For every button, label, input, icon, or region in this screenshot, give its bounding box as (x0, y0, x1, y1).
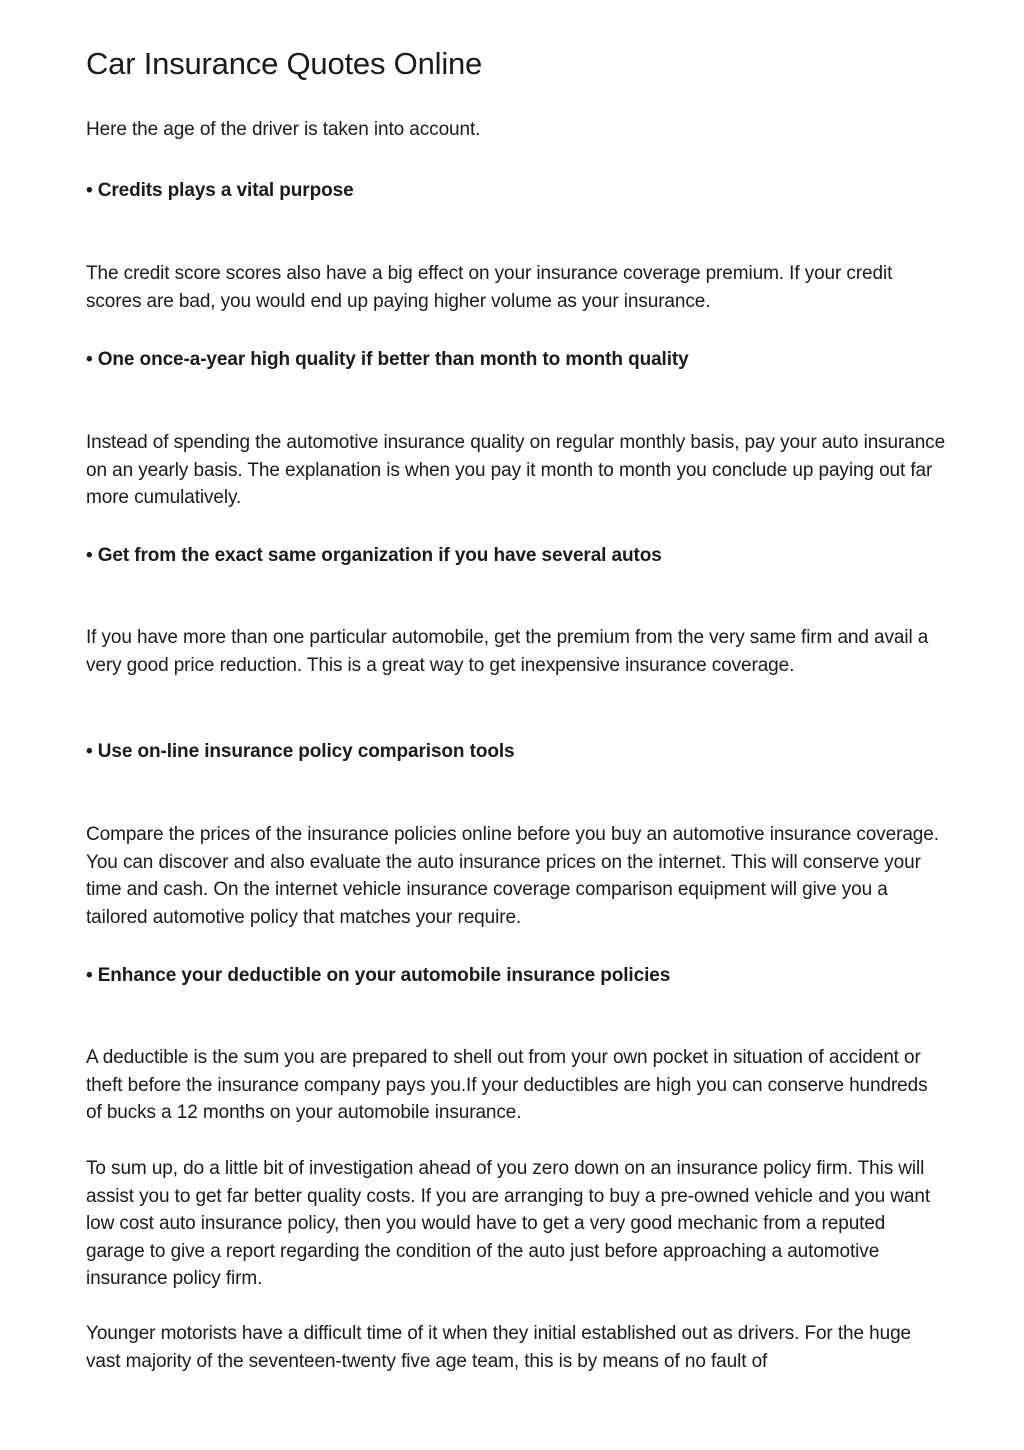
section-paragraph: If you have more than one particular automobile, get the premium from the very same firm and avail a very good price reduction. This is a great way to get inexpensive insurance coverage. (86, 627, 929, 676)
section-heading: • One once-a-year high quality if better than month to month quality (86, 349, 689, 370)
section-paragraph: The credit score scores also have a big effect on your insurance coverage premium. If your credit scores are bad, you would end up paying higher volume as your insurance. (86, 263, 893, 312)
closing-paragraph: Younger motorists have a difficult time of it when they initial established out as drivers. For the huge vast majority of the seventeen-twenty five age team, this is by means of no fault of (86, 1323, 911, 1372)
section-paragraph: Instead of spending the automotive insurance quality on regular monthly basis, pay your auto insurance on an yearly basis. The explanation is when you pay it month to month you conclude up paying out far more cumulatively. (86, 432, 946, 509)
closing-paragraph: To sum up, do a little bit of investigation ahead of you zero down on an insurance policy firm. This will assist you to get far better quality costs. If you are arranging to buy a pre-owned vehicle and you want low cost auto insurance policy, then you would have to get a very good mechanic from a reputed garage to give a report regarding the condition of the auto just before approaching a automotive insurance policy firm. (86, 1158, 931, 1290)
page-title: Car Insurance Quotes Online (86, 46, 483, 81)
section-heading: • Use on-line insurance policy comparison tools (86, 741, 515, 762)
section-heading: • Credits plays a vital purpose (86, 180, 354, 201)
section-paragraph: Compare the prices of the insurance policies online before you buy an automotive insurance coverage. You can discover and also evaluate the auto insurance prices on the internet. This will conserve your time and cash. On the internet vehicle insurance coverage comparison equipment will give you a tailored automotive policy that matches your require. (86, 824, 939, 928)
intro-paragraph: Here the age of the driver is taken into account. (86, 119, 481, 140)
section-paragraph: A deductible is the sum you are prepared to shell out from your own pocket in situation of accident or theft before the insurance company pays you.If your deductibles are high you can conserve hundreds of bucks a 12 months on your automobile insurance. (86, 1047, 928, 1124)
section-heading: • Enhance your deductible on your automobile insurance policies (86, 965, 671, 986)
section-heading: • Get from the exact same organization if you have several autos (86, 545, 662, 566)
